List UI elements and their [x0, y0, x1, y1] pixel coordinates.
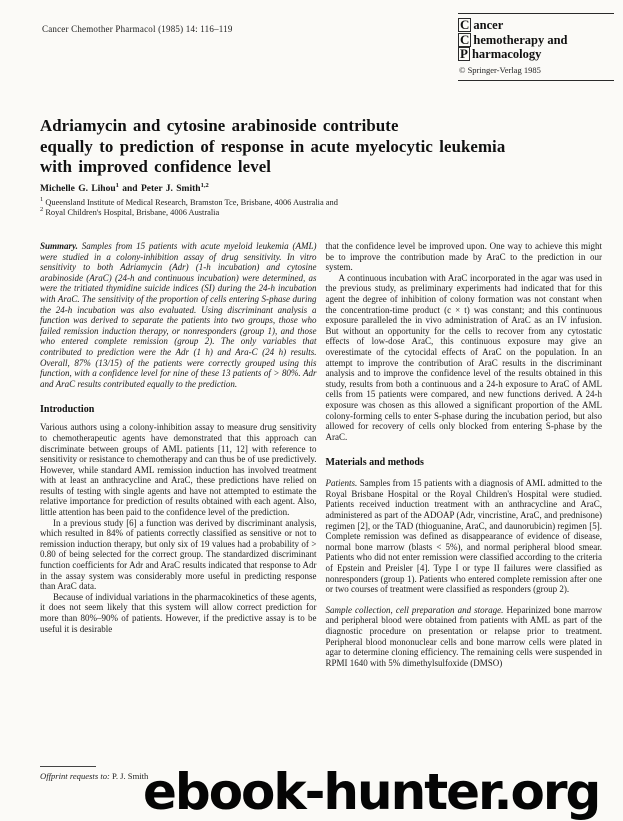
authors-line: [40, 181, 209, 194]
offprint-label: Offprint requests to:: [40, 771, 110, 781]
affiliation-item: [40, 208, 338, 218]
sample-collection-lead: Sample collection, cell preparation and storage.: [325, 604, 504, 615]
intro-paragraph-2: In a previous study [6] a function was derived by discriminant analysis, which resulted in 84% of patients correctly classified as sensitive or not to remission induction therapy, but only six of 19 values had a probability of > 0.80 of being selected for the correct group. The standardized discriminant function coefficients for Adr and AraC results indicated that response to Adr in the assay system was considerably more useful in predicting response than AraC data.: [40, 517, 317, 592]
author-affiliation-marker: 1: [115, 181, 119, 189]
logo-rule-bottom: [458, 80, 614, 81]
intro-paragraph-3: Because of individual variations in the pharmacokinetics of these agents, it does not seem likely that this system will allow correct prediction for more than 80%–90% of patients. However, if the predictive assay is to be useful it is desirable: [40, 591, 317, 634]
logo-line-text: harmacology: [471, 47, 542, 61]
author-name: Peter J. Smith: [140, 184, 201, 194]
logo-line-text: ancer: [473, 18, 504, 32]
summary-lead: Summary.: [40, 241, 78, 251]
sample-collection-text: Heparinized bone marrow and peripheral blood were obtained from patients with AML as part of the diagnostic procedure on presentation or relapse prior to treatment. Peripheral blood mononuclear cells and bone marrow cells were plated in agar to determine cloning efficiency. The remaining cells were suspended in RPMI 1640 with 5% dimethylsulfoxide (DMSO): [325, 604, 603, 668]
article-title: [40, 116, 615, 178]
patients-text: Samples from 15 patients with a diagnosis of AML admitted to the Royal Brisbane Hospital or the Royal Children's Hospital were studied. Patients received induction treatment with an anthracycline and AraC, administered as part of the ADOAP (Adr, vincristine, AraC, and prednisone) regimen [2], or the TAD (thioguanine, AraC, and daunorubicin) regimen [5]. Complete remission was defined as disappearance of evidence of disease, normal bone marrow (blasts < 5%), and normal peripheral blood smear. Patients who did not enter remission were classified according to the criteria of Epstein and Preisler [4]. Type I or type II failures were classified as nonresponders (group 1). Patients who entered complete remission after one or two courses of treatment were classified as responders (group 2).: [325, 478, 602, 595]
offprint-value: P. J. Smith: [112, 771, 149, 781]
author-affiliation-marker: 1,2: [200, 181, 209, 189]
logo-line-text: hemotherapy and: [473, 32, 568, 47]
logo-line-cancer: [458, 18, 614, 33]
author-name: Michelle G. Lihou: [40, 184, 116, 194]
intro-paragraph-1: Various authors using a colony-inhibition assay to measure drug sensitivity to chemotherapeutic agents have demonstrated that this approach can discriminate between groups of AML patients [11, 12] with reference to sensitivity or resistance to chemotherapy and can thus be of use predictively. However, while standard AML remission induction has involved treatment with at least an anthracycline and AraC, these predictions have relied on results of testing with single agents and have not attempted to estimate the relative importance for prediction of results obtained with each agent. Also, little attention has been paid to the confidence level of the prediction.: [40, 422, 317, 518]
left-column: [40, 241, 317, 668]
logo-lines: [458, 18, 614, 62]
journal-logo: [458, 13, 614, 81]
affiliation-text: Royal Children's Hospital, Brisbane, 4006 Australia: [45, 208, 220, 217]
affiliations: [40, 198, 338, 218]
watermark-ebook-hunter: ebook-hunter.org: [143, 763, 600, 821]
continuation-paragraph: that the confidence level be improved upon. One way to achieve this might be to improve the contribution made by AraC to the prediction in our system.: [325, 241, 602, 273]
logo-boxed-initial: C: [460, 17, 470, 32]
affiliation-item: [40, 198, 338, 208]
logo-line-pharmacology: [458, 47, 614, 62]
article-title-line: equally to prediction of response in acute myelocytic leukemia: [40, 136, 506, 156]
sample-collection-paragraph: [326, 605, 603, 669]
arac-incubation-paragraph: A continuous incubation with AraC incorporated in the agar was used in the previous study, as preliminary experiments had indicated that for this agent the degree of inhibition of colony formation was not constant when the concentration-time product (c × t) was constant; and this continuous exposure paralleled the in vivo administration of AraC as an IV infusion. But without an opportunity for the cells to recover from any cytostatic effects of low-dose AraC, this continuous exposure may give an overestimate of the cytocidal effects of AraC on the population. In an attempt to improve the contribution of AraC results in the discriminant analysis and to improve the confidence level of the results obtained in this study, results from both a continuous and a 24-h exposure to AraC of AML cells from 15 patients were compared, and new functions derived. A 24-h exposure was chosen as this allowed a significant proportion of the AML colony-forming cells to enter S-phase during the incubation period, but also allowed for recovery of cells only blocked from entering S-phase by the AraC.: [325, 272, 602, 442]
introduction-heading: Introduction: [40, 404, 95, 416]
affiliation-marker: 1: [40, 196, 44, 204]
patients-lead: Patients.: [325, 478, 358, 489]
patients-paragraph: [326, 478, 603, 595]
publisher-copyright: © Springer-Verlag 1985: [459, 64, 541, 75]
authors-joiner: and: [118, 184, 141, 194]
logo-line-chemotherapy: [458, 33, 614, 48]
article-title-line: with improved confidence level: [40, 157, 272, 176]
logo-boxed-initial: P: [460, 46, 468, 61]
materials-heading: Materials and methods: [325, 457, 424, 469]
body-columns: [40, 241, 602, 668]
logo-rule-top: [458, 13, 614, 14]
affiliation-text: Queensland Institute of Medical Research, Bramston Tce, Brisbane, 4006 Australia and: [45, 198, 338, 207]
footnote-rule: [40, 766, 96, 767]
offprint-note: [40, 766, 148, 781]
journal-citation: Cancer Chemother Pharmacol (1985) 14: 116–119: [42, 24, 233, 34]
affiliation-marker: 2: [40, 206, 44, 214]
right-column: [326, 241, 603, 668]
summary-text: Samples from 15 patients with acute myeloid leukemia (AML) were studied in a colony-inhibition assay of drug sensitivity. In vitro sensitivity to both Adriamycin (Adr) (1-h incubation) and cytosine arabinoside (AraC) (24-h and continuous incubation) were determined, as were the tritiated thymidine suicide indices (SI) during the 24-h incubation with AraC. The sensitivity of the proportion of cells entering S-phase during the 24-h incubation was also evaluated. Using discriminant analysis a function was derived to separate the patients into two groups, those who failed remission induction therapy, or nonresponders (group 1), and those who entered complete remission (group 2). The only variables that contributed to prediction were the Adr (1 h) and Ara-C (24 h) results. Overall, 87% (13/15) of the patients were correctly grouped using this function, with a confidence level for nine of these 13 patients of > 80%. Adr and AraC results contributed equally to the prediction.: [40, 241, 317, 389]
logo-boxed-initial: C: [460, 31, 470, 47]
summary-paragraph: [40, 241, 317, 389]
article-title-line: Adriamycin and cytosine arabinoside contribute: [40, 116, 399, 135]
